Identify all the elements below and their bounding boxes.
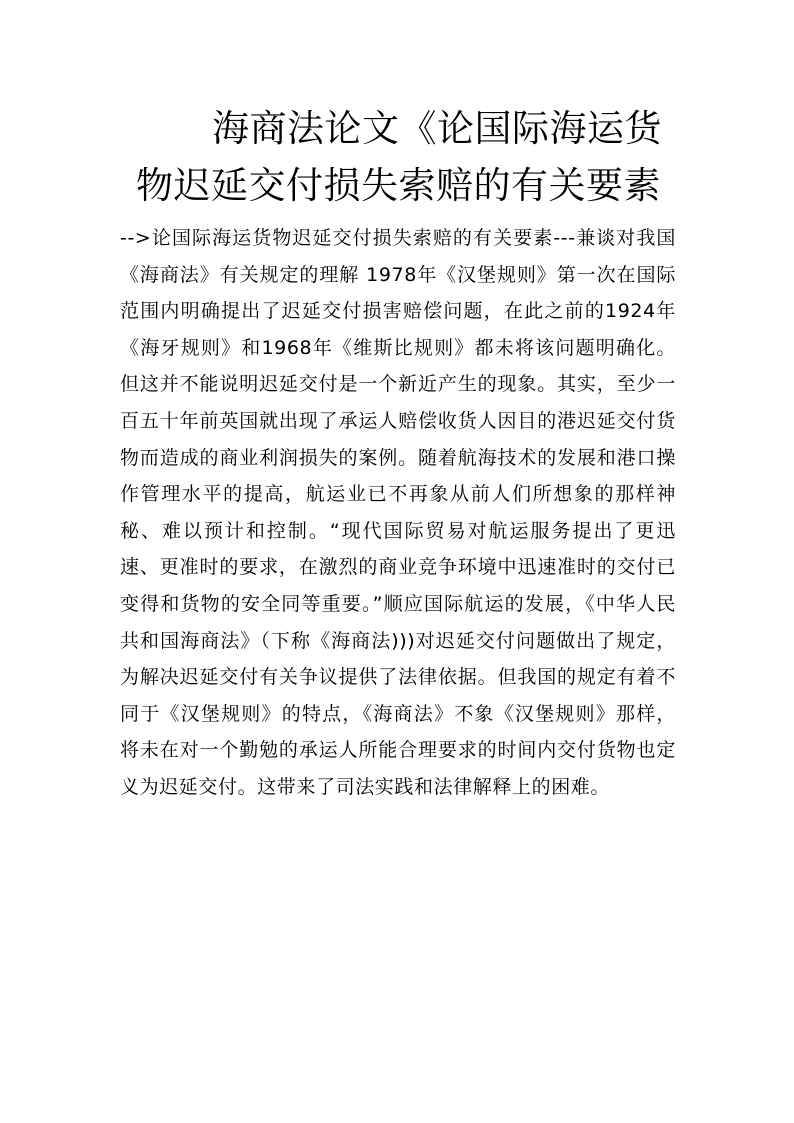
body-paragraph: -->论国际海运货物迟延交付损失索赔的有关要素---兼谈对我国《海商法》有关规定的理解 1978年《汉堡规则》第一次在国际范围内明确提出了迟延交付损害赔偿问题，在此之前的1924年《海牙规则》和1968年《维斯比规则》都未将该问题明确化。但这并不能说明迟延交付是一个新近产生的现象。其实，至少一百五十年前英国就出现了承运人赔偿收货人因目的港迟延交付货物而造成的商业利润损失的案例。随着航海技术的发展和港口操作管理水平的提高，航运业已不再象从前人们所想象的那样神秘、难以预计和控制。“现代国际贸易对航运服务提出了更迅速、更准时的要求，在激烈的商业竞争环境中迅速准时的交付已变得和货物的安全同等重要。”顺应国际航运的发展，《中华人民共和国海商法》（下称《海商法)))对迟延交付问题做出了规定，为解决迟延交付有关争议提供了法律依据。但我国的规定有着不同于《汉堡规则》的特点，《海商法》不象《汉堡规则》那样，将未在对一个勤勉的承运人所能合理要求的时间内交付货物也定义为迟延交付。这带来了司法实践和法律解释上的困难。 <box>120 227 676 798</box>
title-line-1: 海商法论文《论国际海运货 <box>212 107 662 150</box>
document-title <box>120 100 680 214</box>
title-line-2: 物迟延交付损失索赔的有关要素 <box>136 164 661 207</box>
